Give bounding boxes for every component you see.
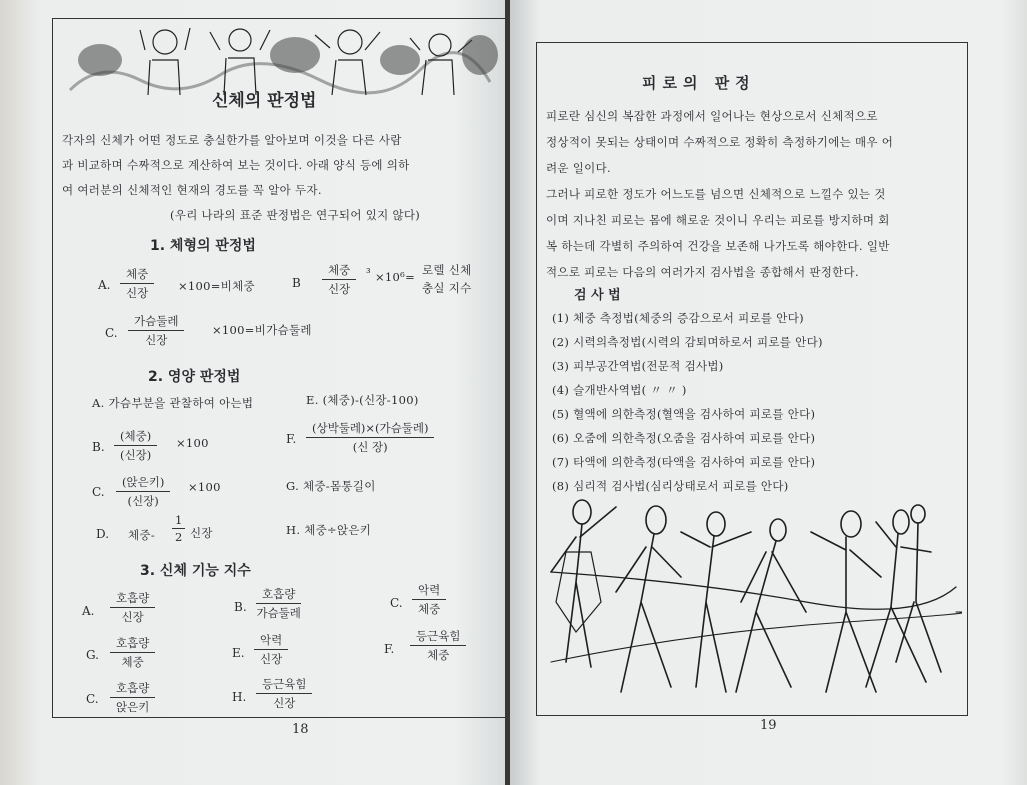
s3-e-label: E. — [232, 646, 245, 660]
s3-b-label: B. — [234, 600, 247, 614]
s1-b-result: ×10⁶= — [375, 270, 416, 284]
s1-c-fraction — [128, 313, 184, 348]
s3-f-fraction — [410, 628, 466, 663]
s3-c2-num: 호흡량 — [110, 680, 155, 698]
s1-b-power: ³ — [366, 266, 371, 280]
s2-f-fraction — [306, 420, 434, 455]
section2-heading: 2. 영양 판정법 — [148, 369, 241, 385]
s1-b-result-bottom: 충실 지수 — [422, 281, 472, 295]
para2-line-1: 그러나 피로한 정도가 어느도를 넘으면 신체적으로 느낄수 있는 것 — [546, 187, 886, 201]
intro-line-1: 각자의 신체가 어떤 정도로 충실한가를 알아보며 이것을 다른 사람 — [62, 133, 402, 147]
s1-b-num: 체중 — [322, 262, 356, 280]
s1-a-num: 체중 — [120, 266, 154, 284]
s3-b-den: 가슴둘레 — [256, 606, 301, 620]
para2-line-3: 복 하는데 각별히 주의하여 건강을 보존해 나가도록 해야한다. 일반 — [546, 239, 890, 253]
s2-b-result: ×100 — [176, 436, 209, 450]
standard-note: (우리 나라의 표준 판정법은 연구되어 있지 않다) — [170, 208, 421, 222]
s3-c-den: 체중 — [418, 602, 441, 616]
method-3: (3) 피부공간역법(전문적 검사법) — [552, 359, 724, 373]
dancing-figures-illustration — [546, 492, 962, 707]
s1-b-label: B — [292, 276, 301, 290]
intro-line-3: 여 여러분의 신체적인 현재의 경도를 꼭 알아 두자. — [62, 183, 322, 197]
s3-g-num: 호흡량 — [110, 635, 155, 653]
s1-c-label: C. — [105, 326, 118, 340]
s3-h-num: 등근육힘 — [256, 676, 312, 694]
s2-f-den: (신 장) — [352, 440, 388, 454]
right-page-title: 피로의 판정 — [642, 74, 756, 92]
para2-line-2: 이며 지나친 피로는 몸에 해로운 것이니 우리는 피로를 방지하며 회 — [546, 213, 890, 227]
s3-a-den: 신장 — [121, 610, 144, 624]
s2-e: E. (체중)-(신장-100) — [306, 393, 419, 407]
s3-e-den: 신장 — [260, 652, 283, 666]
s1-a-label: A. — [98, 278, 111, 292]
s2-f-num: (상박둘레)×(가슴둘레) — [306, 420, 434, 438]
method-5: (5) 혈액에 의한측정(혈액을 검사하여 피로를 안다) — [552, 407, 816, 421]
s2-c-den: (신장) — [127, 494, 159, 508]
s2-b-den: (신장) — [120, 448, 152, 462]
s3-c-label: C. — [390, 596, 403, 610]
s3-g-fraction — [110, 635, 155, 670]
s1-b-result-top: 로렐 신체 — [422, 263, 472, 277]
method-4: (4) 슬개반사역법( 〃 〃 ) — [552, 383, 687, 397]
method-8: (8) 심리적 검사법(심리상태로서 피로를 안다) — [552, 479, 789, 493]
s1-c-num: 가슴둘레 — [128, 313, 184, 331]
s2-d-label: D. — [96, 527, 110, 541]
method-6: (6) 오줌에 의한측정(오줌을 검사하여 피로를 안다) — [552, 431, 816, 445]
s3-g-label: G. — [86, 648, 99, 662]
s3-f-den: 체중 — [427, 648, 450, 662]
s2-d-prefix: 체중- — [128, 528, 156, 542]
s2-c-result: ×100 — [188, 480, 221, 494]
s3-b-num: 호흡량 — [256, 586, 301, 604]
s1-b-den: 신장 — [328, 282, 351, 296]
s2-c-fraction — [116, 474, 170, 509]
s3-e-fraction — [254, 632, 288, 667]
right-page — [510, 0, 1027, 785]
s3-f-label: F. — [384, 642, 395, 656]
s1-c-den: 신장 — [145, 333, 168, 347]
s3-h-den: 신장 — [273, 696, 296, 710]
section3-heading: 3. 신체 기능 지수 — [140, 563, 251, 579]
s1-c-result: ×100=비가슴둘레 — [212, 323, 312, 337]
s2-d-num: 1 — [172, 513, 185, 529]
s2-a: A. 가슴부분을 관찰하여 아는법 — [92, 396, 254, 410]
s2-f-label: F. — [286, 432, 297, 446]
s3-f-num: 등근육힘 — [410, 628, 466, 646]
left-page-number: 18 — [292, 722, 309, 737]
para1-line-2: 정상적이 못되는 상태이며 수짜적으로 정확히 측정하기에는 매우 어 — [546, 135, 894, 149]
s2-b-label: B. — [92, 440, 105, 454]
s3-a-fraction — [110, 590, 155, 625]
right-page-number: 19 — [760, 718, 777, 733]
s2-d-suffix: 신장 — [190, 526, 213, 540]
left-page-title: 신체의 판정법 — [212, 91, 317, 111]
s1-a-fraction — [120, 266, 154, 301]
s2-c-label: C. — [92, 485, 105, 499]
s1-a-den: 신장 — [126, 286, 149, 300]
para2-line-4: 적으로 피로는 다음의 여러가지 검사법을 종합해서 판정한다. — [546, 265, 859, 279]
para1-line-3: 려운 일이다. — [546, 161, 611, 175]
s1-a-result: ×100=비체중 — [178, 279, 255, 293]
method-2: (2) 시력의측정법(시력의 감퇴며하로서 피로를 안다) — [552, 335, 823, 349]
s3-e-num: 악력 — [254, 632, 288, 650]
s3-c2-fraction — [110, 680, 155, 715]
s3-c2-label: C. — [86, 692, 99, 706]
left-page — [0, 0, 505, 785]
methods-heading: 검 사 법 — [574, 288, 621, 303]
s2-g: G. 체중-몸통길이 — [286, 479, 376, 493]
s3-g-den: 체중 — [121, 655, 144, 669]
s1-b-fraction — [322, 262, 356, 297]
s3-h-label: H. — [232, 690, 247, 704]
s3-a-num: 호흡량 — [110, 590, 155, 608]
method-1: (1) 체중 측정법(체중의 증감으로서 피로를 안다) — [552, 311, 804, 325]
s2-b-fraction — [114, 428, 157, 463]
s3-h-fraction — [256, 676, 312, 711]
s2-d-den: 2 — [175, 530, 183, 544]
s2-c-num: (앉은키) — [116, 474, 170, 492]
s2-h: H. 체중÷앉은키 — [286, 523, 372, 537]
s2-d-fraction — [172, 513, 185, 544]
s3-c2-den: 앉은키 — [116, 700, 150, 714]
section1-heading: 1. 체형의 판정법 — [150, 238, 256, 254]
s3-a-label: A. — [82, 604, 95, 618]
s3-b-fraction — [256, 586, 301, 621]
para1-line-1: 피로란 심신의 복잡한 과정에서 일어나는 현상으로서 신체적으로 — [546, 109, 878, 123]
s3-c-fraction — [412, 582, 446, 617]
s3-c-num: 악력 — [412, 582, 446, 600]
method-7: (7) 타액에 의한측정(타액을 검사하여 피로를 안다) — [552, 455, 816, 469]
intro-line-2: 과 비교하며 수짜적으로 계산하여 보는 것이다. 아래 양식 등에 의하 — [62, 158, 410, 172]
s2-b-num: (체중) — [114, 428, 157, 446]
